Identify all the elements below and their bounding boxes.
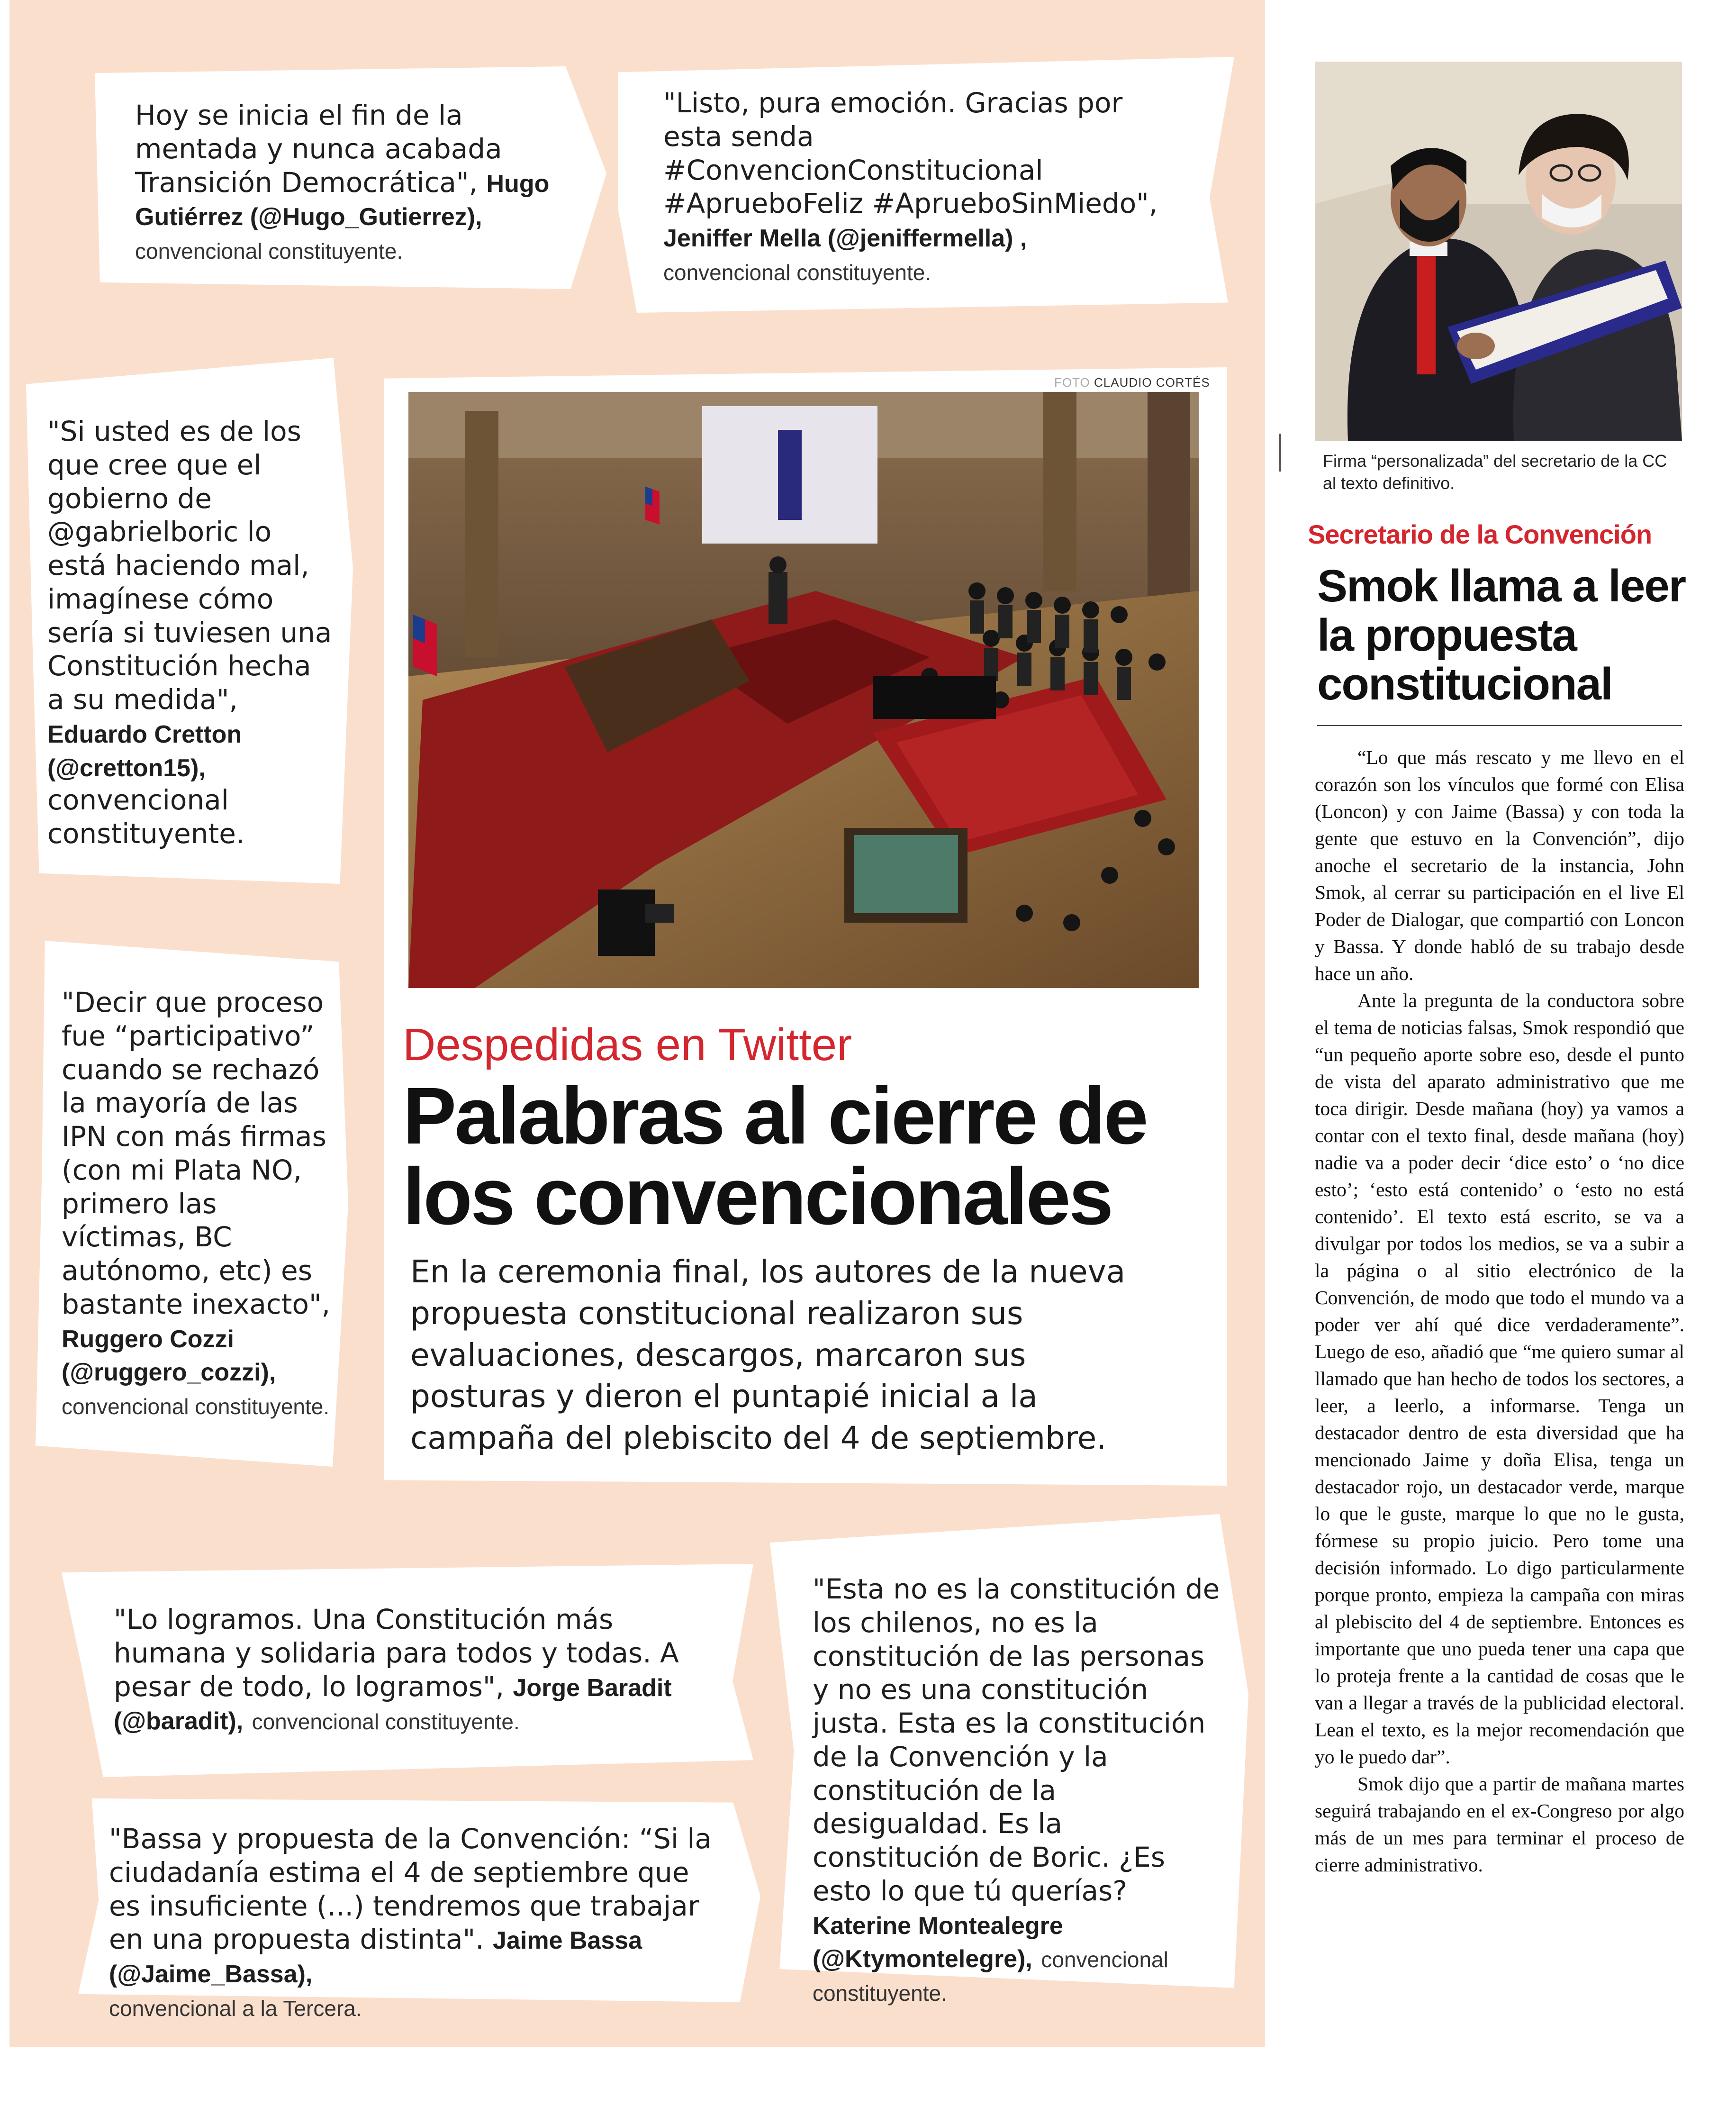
photo-caption: Firma “personalizada” del secretario de la CC al texto definitivo. [1323,451,1667,493]
ceremony-photo [408,392,1199,988]
body-paragraph-2: Ante la pregunta de la conductora sobre el tema de noticias falsas, Smok respondió que “un pequeño aporte sobre eso, desde el punto de vista del aparato administrativo que me toca dirigir. Desde mañana (hoy) ya vamos a contar con el texto final, desde mañana (hoy) nadie va a poder decir ‘dice esto’ o ‘no dice esto’; ‘esto está contenido’ o ‘esto no está contenido’. El texto está escrito, se va a divulgar por todos los medios, se va a subir a la página o al sitio electrónico de la Convención, de modo que todo el mundo va a poder ver ahí qué dice verdaderamente”. Luego de eso, añadió que “me quiero sumar al llamado que han hecho de todos los sectores, a leer, a leerlo, a informarse. Tenga un destacador dentro de esta diversidad que ha mencionado Jaime y doña Elisa, tenga un destacador rojo, un destacador verde, marque lo que le guste, marque lo que no le gusta, fórmese su propio juicio. Pero tome una decisión informado. Lo digo particularmente porque pronto, empieza la campaña con miras al plebiscito del 4 de septiembre. Entonces es importante que uno pueda tener una capa que lo proteja frente a la cantidad de cosas que le van a llegar a través de la publicidad electoral. Lean el texto, es la mejor recomendación que yo le puedo dar”. [1315,989,1684,1768]
quote-role: convencional constituyente. [252,1709,520,1734]
quote-eduardo-cretton [47,415,336,851]
main-headline: Palabras al cierre de los convencionales [403,1071,1147,1242]
main-deck: En la ceremonia final, los autores de la nueva propuesta constitucional realizaron sus evaluaciones, descargos, marcaron sus posturas y dieron el puntapié inicial a la campaña del plebiscito del 4 de septiembre. [410,1253,1126,1457]
photo-credit: FOTO CLAUDIO CORTÉS [1054,375,1210,390]
quote-jorge-baradit [114,1603,682,1737]
quote-author: Ruggero Cozzi (@ruggero_cozzi), [62,1325,276,1387]
quote-author: Jaime Bassa (@Jaime_Bassa), [109,1927,642,1988]
quote-text: "Esta no es la constitución de los chilenos, no es la constitución de las personas y no es una constitución justa. Esta es la constitución de la Convención y la constitución de la desigualdad. Es la constitución de Boric. ¿Es esto lo que tú querías? [813,1573,1220,1907]
quote-jeniffer-mella [663,86,1166,288]
quote-text: "Bassa y propuesta de la Convención: “Si la ciudadanía estima el 4 de septiembre que es insuficiente (...) tendremos que trabajar en una propuesta distinta". [109,1823,712,1956]
body-paragraph-3: Smok dijo que a partir de mañana martes seguirá trabajando en el ex-Congreso por algo más de un mes para terminar el proceso de cierre administrativo. [1315,1773,1684,1876]
main-kicker: Despedidas en Twitter [403,1019,852,1070]
sidebar-headline: Smok llama a leer la propuesta constitucional [1317,561,1686,710]
headline-rule [1317,725,1682,726]
quote-text: "Listo, pura emoción. Gracias por esta senda #ConvencionConstitucional #AprueboFeliz #AprueboSinMiedo", [663,87,1158,220]
quote-role: convencional constituyente. [813,1947,1168,2006]
quote-text: "Decir que proceso fue “participativo” cuando se rechazó la mayoría de las IPN con más firmas (con mi Plata NO, primero las víctimas, BC autónomo, etc) es bastante inexacto", [62,986,331,1320]
quote-author: Katerine Montealegre (@Ktymontelegre), [813,1912,1063,1973]
quote-jaime-bassa [109,1822,725,2024]
caption-bar [1279,434,1281,472]
quote-katerine-montealegre [813,1572,1220,2008]
quote-role: convencional a la Tercera. [109,1996,362,2021]
quote-text: "Lo logramos. Una Constitución más humana y solidaria para todos y todas. A pesar de todo, lo logramos", [114,1603,679,1703]
ceremony-illustration [408,392,1199,988]
quote-text: "Si usted es de los que cree que el gobierno de @gabrielboric lo está haciendo mal, imagínese cómo sería si tuviesen una Constitución hecha a su medida", [47,415,332,716]
quote-role: convencional constituyente. [663,260,931,285]
quote-author: Jeniffer Mella (@jeniffermella) , [663,225,1027,252]
body-paragraph-1: “Lo que más rescato y me llevo en el corazón son los vínculos que formé con Elisa (Loncon) y con Jaime (Bassa) y con toda la gente que estuvo en la Convención”, dijo anoche el secretario de la instancia, John Smok, al cerrar su participación en el live El Poder de Dialogar, que compartió con Loncon y Bassa. Y donde habló de su trabajo desde hace un año. [1315,746,1684,984]
quote-author: Eduardo Cretton (@cretton15), [47,720,242,782]
quote-author: Hugo Gutiérrez (@Hugo_Gutierrez), [135,170,550,231]
smok-signing-photo [1315,62,1682,441]
quote-text: Hoy se inicia el fin de la mentada y nunca acabada Transición Democrática", [135,99,502,199]
quote-role: convencional constituyente. [135,239,403,263]
quote-role: convencional constituyente. [47,784,245,850]
quote-role: convencional constituyente. [62,1394,330,1419]
quote-author: Jorge Baradit (@baradit), [114,1674,672,1735]
signing-illustration [1315,62,1682,441]
sidebar-kicker: Secretario de la Convención [1308,519,1652,549]
sidebar-body [1315,744,1684,1879]
quote-ruggero-cozzi [62,986,336,1422]
quote-hugo-gutierrez [135,99,552,266]
